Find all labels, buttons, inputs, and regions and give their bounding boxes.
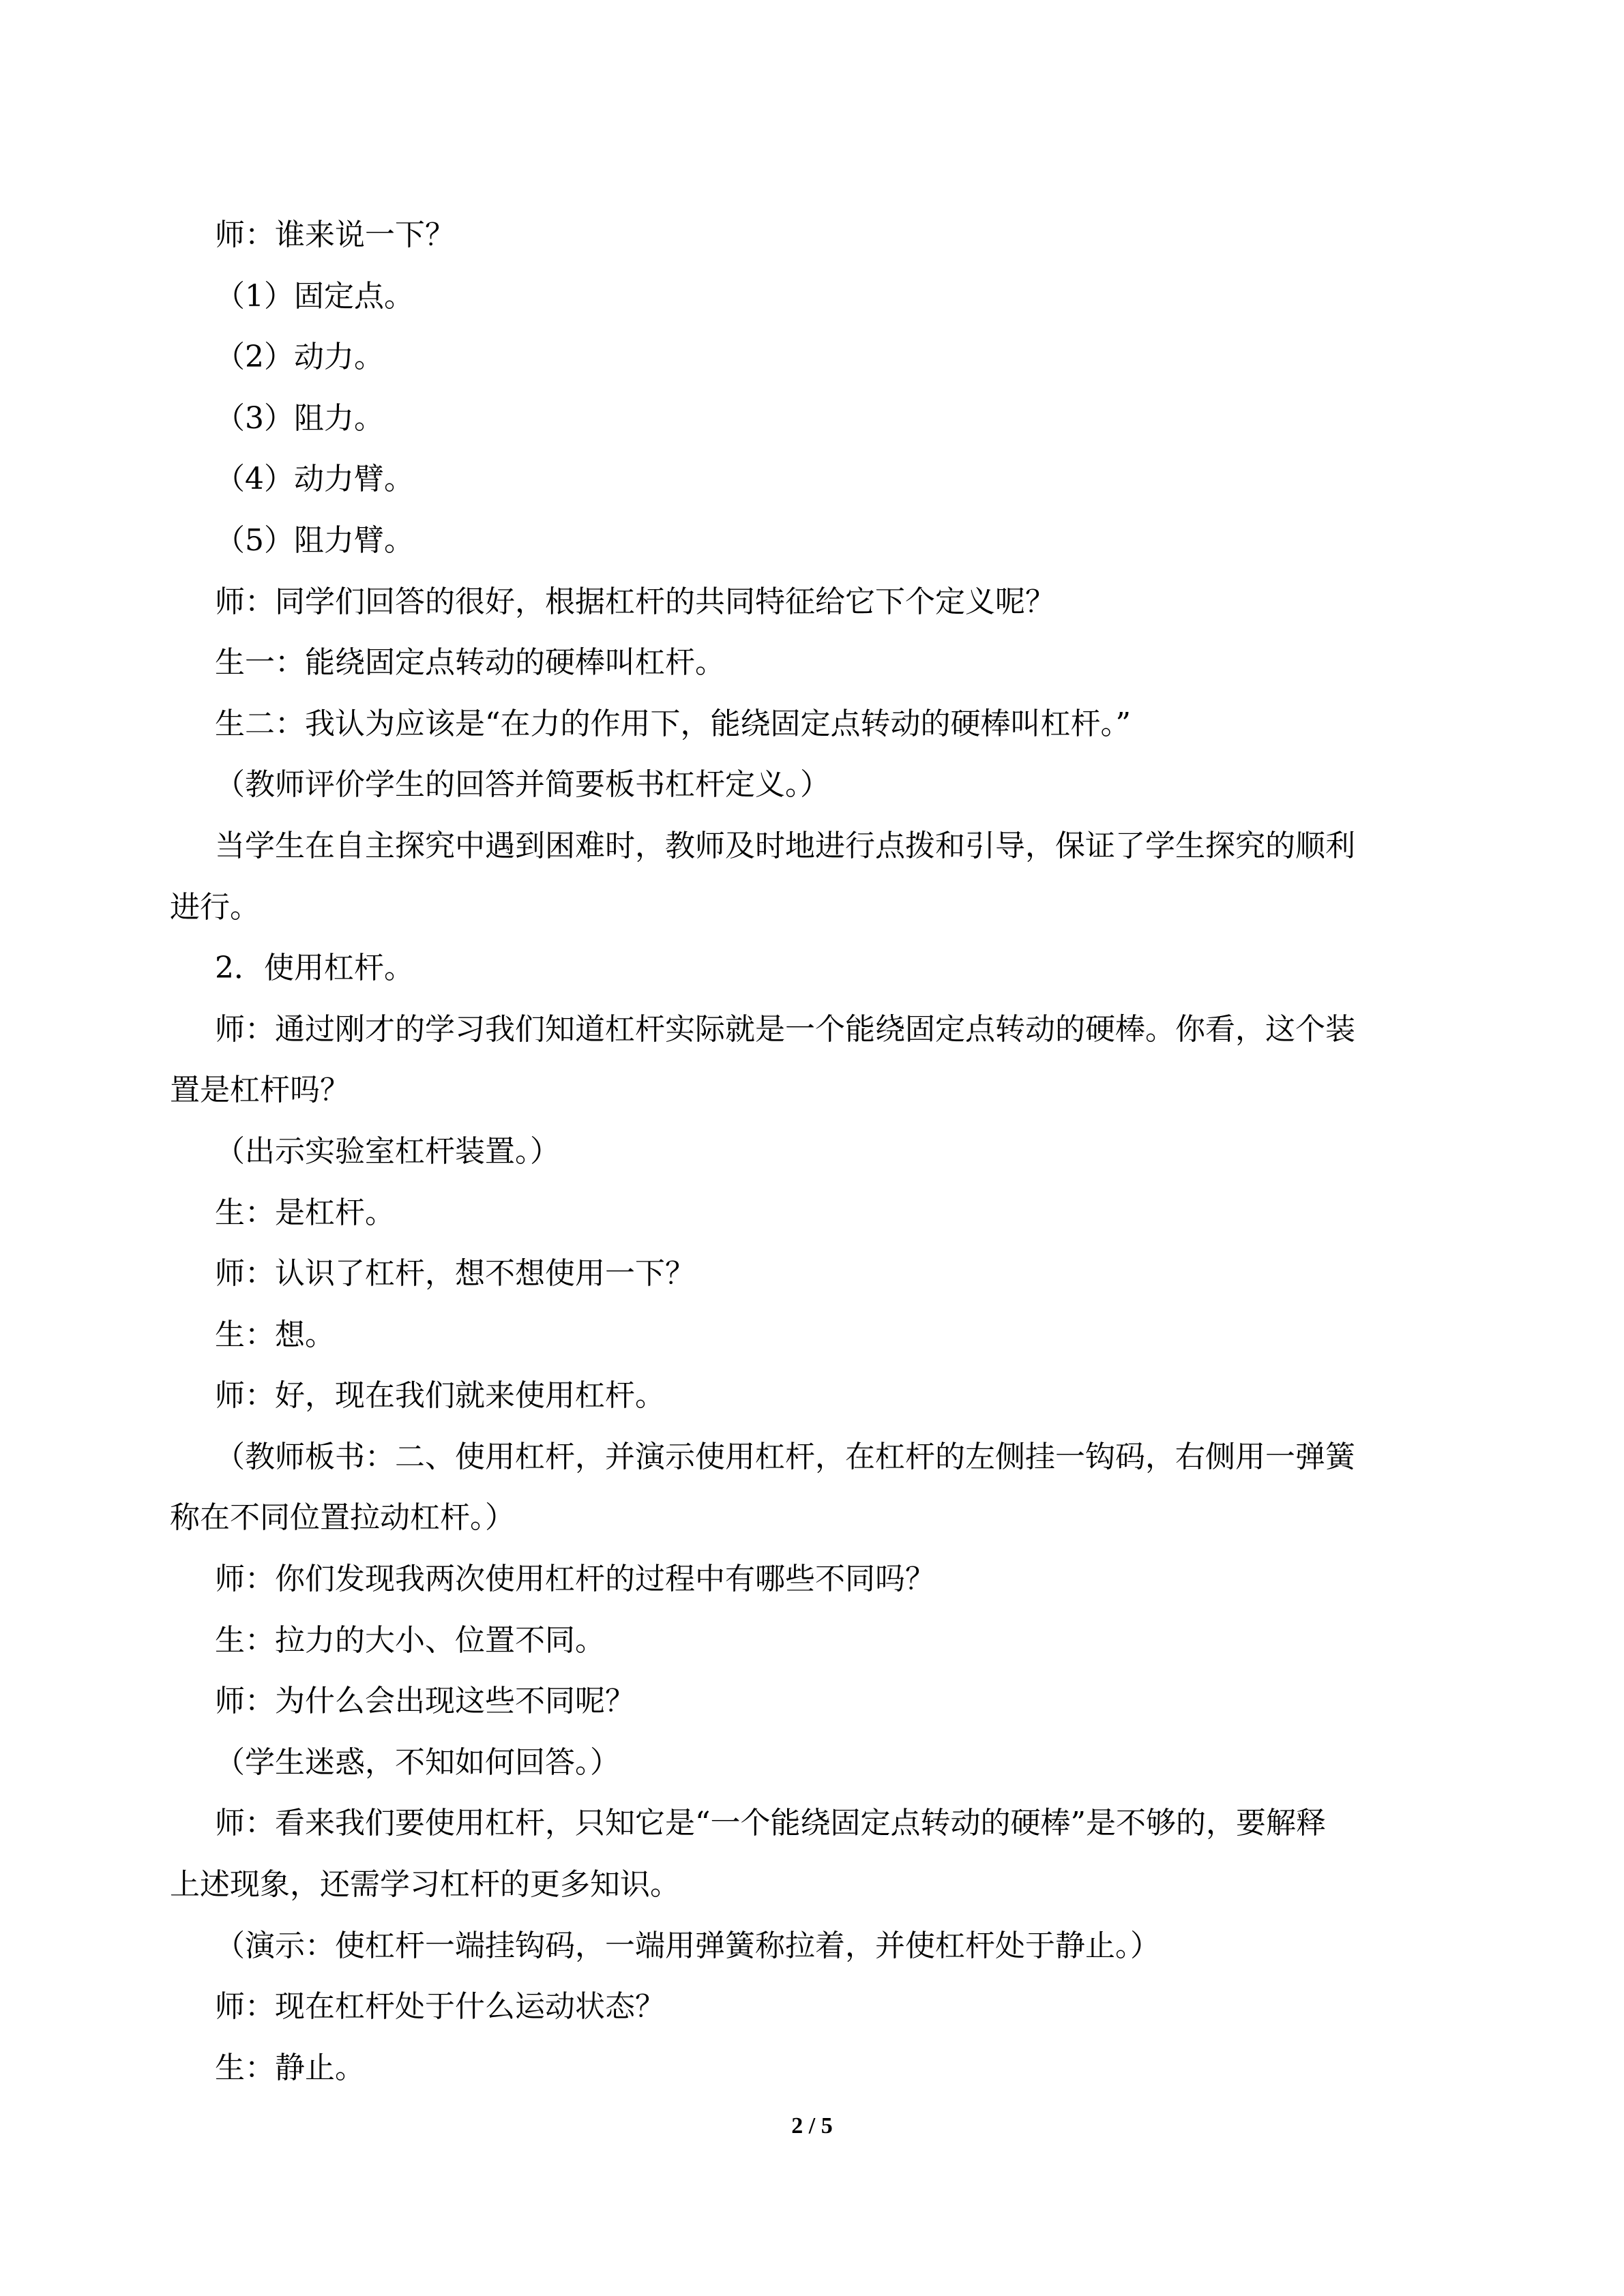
paragraph-line: 师：谁来说一下？ (215, 218, 455, 252)
page-number: 2 / 5 (791, 2113, 833, 2138)
paragraph-line: （3）阻力。 (215, 400, 384, 436)
section-heading: 2．使用杠杆。 (215, 951, 414, 986)
paragraph-line: 师：现在杠杆处于什么运动状态？ (215, 1989, 665, 2025)
paragraph-line: 师：通过刚才的学习我们知道杠杆实际就是一个能绕固定点转动的硬棒。你看，这个装 (215, 1011, 1355, 1047)
paragraph-line: 师：你们发现我两次使用杠杆的过程中有哪些不同吗？ (215, 1562, 935, 1597)
paragraph-line: （1）固定点。 (215, 278, 414, 314)
paragraph-line: 当学生在自主探究中遇到困难时，教师及时地进行点拨和引导，保证了学生探究的顺利 (215, 828, 1355, 863)
paragraph-line: 生：想。 (215, 1317, 335, 1352)
paragraph-continuation-line: 上述现象，还需学习杠杆的更多知识。 (170, 1867, 680, 1903)
paragraph-line: 师：同学们回答的很好，根据杠杆的共同特征给它下个定义呢？ (215, 584, 1055, 619)
paragraph-line: 生：静止。 (215, 2050, 365, 2085)
paragraph-line: （2）动力。 (215, 340, 384, 375)
paragraph-continuation-line: 进行。 (170, 889, 260, 925)
paragraph-line: 师：好，现在我们就来使用杠杆。 (215, 1378, 665, 1414)
paragraph-continuation-line: 称在不同位置拉动杠杆。） (170, 1500, 515, 1536)
paragraph-line: （演示：使杠杆一端挂钩码，一端用弹簧称拉着，并使杠杆处于静止。） (215, 1928, 1160, 1963)
paragraph-line: （出示实验室杠杆装置。） (215, 1133, 560, 1169)
paragraph-line: 生一：能绕固定点转动的硬棒叫杠杆。 (215, 645, 725, 681)
paragraph-line: 师：为什么会出现这些不同呢？ (215, 1684, 635, 1719)
paragraph-line: （教师板书：二、使用杠杆，并演示使用杠杆，在杠杆的左侧挂一钩码，右侧用一弹簧 (215, 1439, 1355, 1474)
paragraph-line: 师：认识了杠杆，想不想使用一下？ (215, 1256, 695, 1292)
paragraph-line: （教师评价学生的回答并简要板书杠杆定义。） (215, 767, 830, 803)
paragraph-line: 生：是杠杆。 (215, 1195, 395, 1230)
paragraph-line: 生：拉力的大小、位置不同。 (215, 1622, 605, 1658)
paragraph-line: （5）阻力臂。 (215, 522, 414, 558)
paragraph-line: （学生迷惑，不知如何回答。） (215, 1744, 620, 1780)
paragraph-line: 师：看来我们要使用杠杆，只知它是“一个能绕固定点转动的硬棒”是不够的，要解释 (215, 1806, 1326, 1841)
document-body (170, 205, 1463, 2098)
paragraph-continuation-line: 置是杠杆吗？ (170, 1073, 350, 1108)
paragraph-line: 生二：我认为应该是“在力的作用下，能绕固定点转动的硬棒叫杠杆。” (215, 706, 1131, 741)
paragraph-line: （4）动力臂。 (215, 462, 414, 497)
